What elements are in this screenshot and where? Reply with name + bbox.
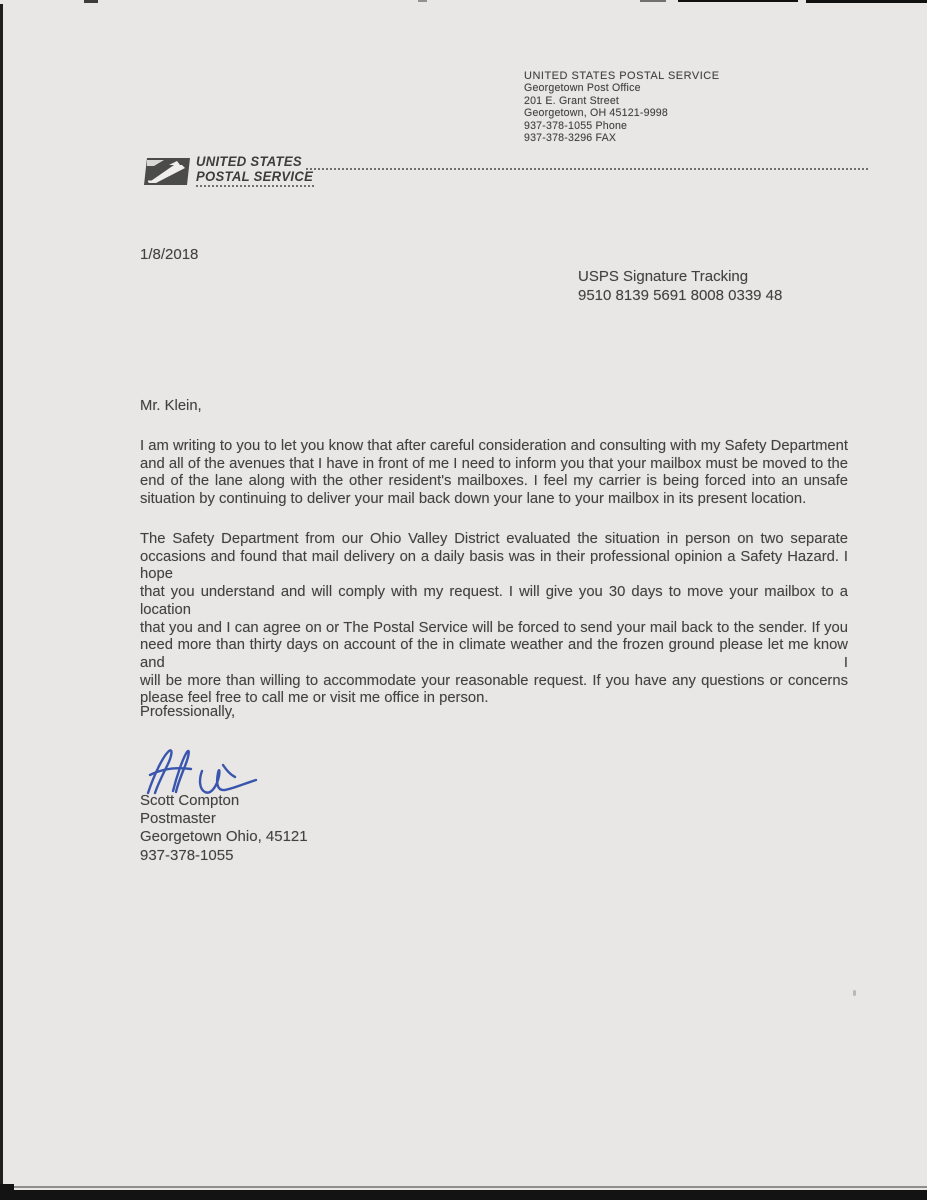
- usps-wordmark: [196, 155, 313, 184]
- signer-city: Georgetown Ohio, 45121: [140, 828, 308, 846]
- scan-bottom-blob: [0, 1184, 14, 1200]
- usps-wordmark-line2: POSTAL SERVICE: [196, 168, 314, 184]
- usps-eagle-icon: [144, 157, 190, 186]
- signature-block: [140, 792, 308, 865]
- paragraph-line: The Safety Department from our Ohio Valley District evaluated the situation in person on two separate: [140, 531, 848, 547]
- salutation: Mr. Klein,: [140, 398, 202, 414]
- signer-name: Scott Compton: [140, 792, 240, 809]
- signer-phone: 937-378-1055: [140, 846, 234, 864]
- paragraph-line: I am writing to you to let you know that after careful consideration and consulting with my Safety Department: [140, 438, 848, 454]
- sender-city: Georgetown, OH 45121-9998: [524, 107, 668, 120]
- scan-edge-left: [0, 4, 3, 1190]
- paragraph-line: and all of the avenues that I have in front of me I need to inform you that your mailbox must be moved to the: [140, 455, 848, 472]
- scan-streak: [418, 0, 427, 2]
- letter-date: 1/8/2018: [140, 246, 199, 263]
- sender-address-block: [524, 70, 720, 144]
- usps-letterhead: [144, 155, 874, 189]
- paragraph-line: occasions and found that mail delivery on a daily basis was in their professional opinion a Safety Hazard. I hope: [140, 548, 848, 583]
- closing-line: Professionally,: [140, 704, 236, 720]
- scan-streak: [678, 0, 798, 2]
- paragraph-line: end of the lane along with the other resident's mailboxes. I feel my carrier is being forced into an unsafe: [140, 473, 848, 490]
- scan-bottom-line: [0, 1186, 927, 1188]
- scan-bottom-band: [0, 1190, 927, 1200]
- tracking-label: USPS Signature Tracking: [578, 268, 749, 285]
- letterhead-dotted-rule: [306, 168, 868, 170]
- sender-phone: 937-378-1055 Phone: [524, 119, 628, 132]
- paragraph-line: need more than thirty days on account of the in climate weather and the frozen ground please let me know and I: [140, 637, 848, 671]
- paragraph-line: situation by continuing to deliver your mail back down your lane to your mailbox in its present location.: [140, 491, 807, 508]
- body-paragraph-2: [140, 531, 848, 708]
- body-paragraph-1: [140, 438, 848, 509]
- sender-office: Georgetown Post Office: [524, 82, 641, 95]
- tracking-block: [578, 268, 782, 305]
- scan-streak: [806, 0, 927, 3]
- signer-title: Postmaster: [140, 810, 216, 828]
- sender-fax: 937-378-3296 FAX: [524, 132, 617, 145]
- paragraph-line: please feel free to call me or visit me office in person.: [140, 690, 489, 707]
- wordmark-dotted-underline: [196, 185, 314, 187]
- sender-org: UNITED STATES POSTAL SERVICE: [524, 70, 720, 82]
- scan-streak: [640, 0, 666, 2]
- tracking-number: 9510 8139 5691 8008 0339 48: [578, 286, 783, 304]
- paragraph-line: will be more than willing to accommodate your reasonable request. If you have any questions or concerns: [140, 672, 848, 689]
- paragraph-line: that you understand and will comply with my request. I will give you 30 days to move your mailbox to a location: [140, 584, 848, 618]
- sender-street: 201 E. Grant Street: [524, 94, 620, 107]
- scan-speck: [853, 990, 856, 996]
- scan-streak: [84, 0, 98, 3]
- usps-wordmark-line1: UNITED STATES: [196, 154, 302, 169]
- paragraph-line: that you and I can agree on or The Postal Service will be forced to send your mail back to the sender. If you: [140, 619, 848, 636]
